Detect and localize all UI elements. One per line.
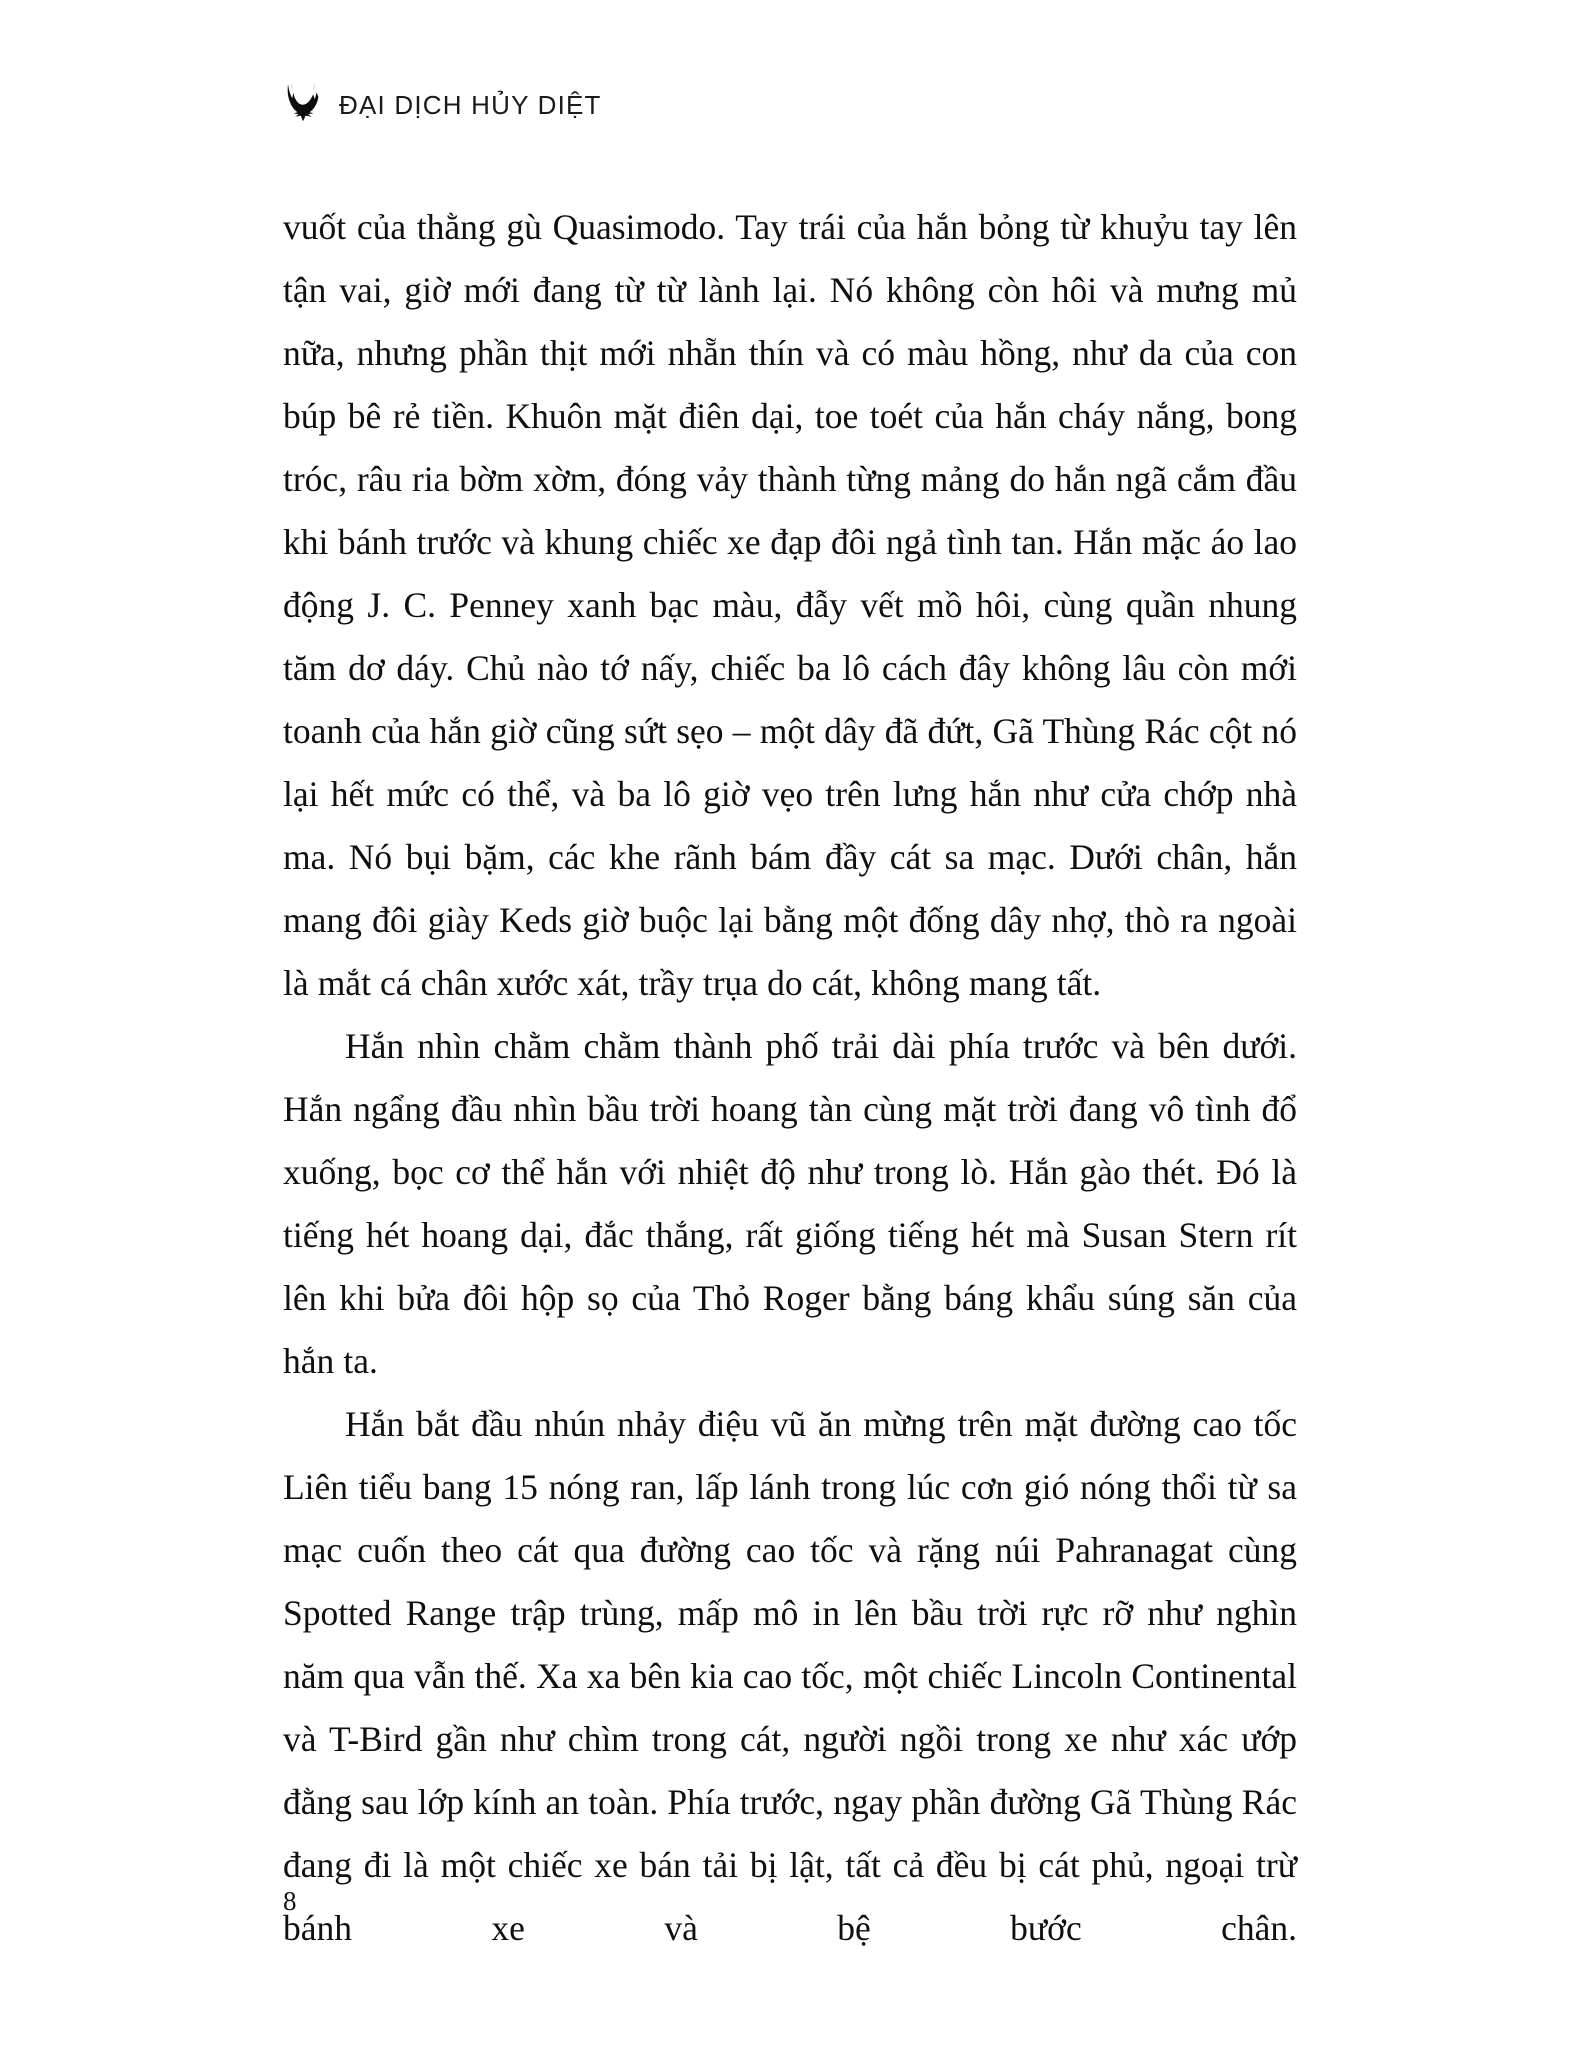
paragraph: Hắn bắt đầu nhún nhảy điệu vũ ăn mừng trên mặt đường cao tốc Liên tiểu bang 15 nóng ran, lấp lánh trong lúc cơn gió nóng thổi từ sa mạc cuốn theo cát qua đường cao tốc và rặng núi Pahranagat cùng Spotted Range trập trùng, mấp mô in lên bầu trời rực rỡ như nghìn năm qua vẫn thế. Xa xa bên kia cao tốc, một chiếc Lincoln Continental và T-Bird gần như chìm trong cát, người ngồi trong xe như xác ướp đằng sau lớp kính an toàn. Phía trước, ngay phần đường Gã Thùng Rác đang đi là một chiếc xe bán tải bị lật, tất cả đều bị cát phủ, ngoại trừ bánh xe và bệ bước chân. [283, 1404, 1297, 1948]
body-text-block [283, 196, 1297, 2023]
running-header [283, 82, 602, 128]
paragraph: vuốt của thằng gù Quasimodo. Tay trái của hắn bỏng từ khuỷu tay lên tận vai, giờ mới đang từ từ lành lại. Nó không còn hôi và mưng mủ nữa, nhưng phần thịt mới nhẵn thín và có màu hồng, như da của con búp bê rẻ tiền. Khuôn mặt điên dại, toe toét của hắn cháy nắng, bong tróc, râu ria bờm xờm, đóng vảy thành từng mảng do hắn ngã cắm đầu khi bánh trước và khung chiếc xe đạp đôi ngả tình tan. Hắn mặc áo lao động J. C. Penney xanh bạc màu, đẫy vết mồ hôi, cùng quần nhung tăm dơ dáy. Chủ nào tớ nấy, chiếc ba lô cách đây không lâu còn mới toanh của hắn giờ cũng sứt sẹo – một dây đã đứt, Gã Thùng Rác cột nó lại hết mức có thể, và ba lô giờ vẹo trên lưng hắn như cửa chớp nhà ma. Nó bụi bặm, các khe rãnh bám đầy cát sa mạc. Dưới chân, hắn mang đôi giày Keds giờ buộc lại bằng một đống dây nhợ, thò ra ngoài là mắt cá chân xước xát, trầy trụa do cát, không mang tất. [283, 207, 1297, 1003]
running-header-title: ĐẠI DỊCH HỦY DIỆT [339, 89, 602, 120]
paragraph: Hắn nhìn chằm chằm thành phố trải dài phía trước và bên dưới. Hắn ngẩng đầu nhìn bầu trời hoang tàn cùng mặt trời đang vô tình đổ xuống, bọc cơ thể hắn với nhiệt độ như trong lò. Hắn gào thét. Đó là tiếng hét hoang dại, đắc thắng, rất giống tiếng hét mà Susan Stern rít lên khi bửa đôi hộp sọ của Thỏ Roger bằng báng khẩu súng săn của hắn ta. [283, 1026, 1297, 1381]
page-number: 8 [283, 1886, 297, 1916]
eagle-bird-icon [283, 86, 323, 124]
